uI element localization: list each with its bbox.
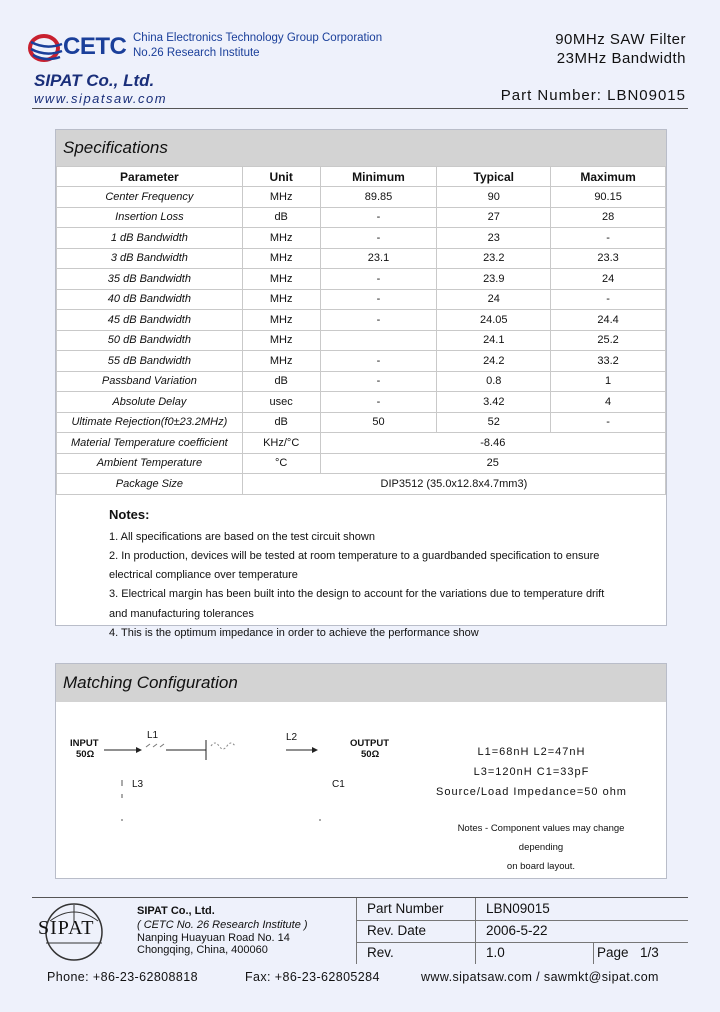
unit-cell: MHz [242, 248, 320, 269]
page-label: Page [597, 945, 629, 960]
rev-value: 1.0 [486, 945, 505, 960]
company-website: www.sipatsaw.com [34, 91, 168, 106]
min-cell: 23.1 [320, 248, 437, 269]
spec-row [57, 392, 666, 413]
min-cell [320, 330, 437, 351]
col-unit: Unit [242, 167, 320, 187]
typ-cell: 52 [437, 412, 551, 433]
min-cell: 50 [320, 412, 437, 433]
param-cell: 35 dB Bandwidth [57, 269, 243, 290]
input-label: INPUT [70, 738, 99, 749]
note-line: and manufacturing tolerances [109, 607, 254, 620]
footer-box [28, 898, 688, 964]
min-cell: - [320, 371, 437, 392]
param-cell: Absolute Delay [57, 392, 243, 413]
spec-row [57, 207, 666, 228]
product-bandwidth: 23MHz Bandwidth [556, 50, 686, 67]
unit-cell: MHz [242, 310, 320, 331]
spec-row [57, 269, 666, 290]
max-cell: 4 [551, 392, 666, 413]
footer-company: SIPAT Co., Ltd. [137, 905, 215, 917]
max-cell: - [551, 228, 666, 249]
param-cell: 55 dB Bandwidth [57, 351, 243, 372]
org-institute: No.26 Research Institute [133, 47, 260, 59]
min-cell: 89.85 [320, 187, 437, 208]
rev-label: Rev. [367, 945, 394, 960]
min-cell: - [320, 351, 437, 372]
min-cell: - [320, 310, 437, 331]
unit-cell: dB [242, 371, 320, 392]
spec-row [57, 248, 666, 269]
spec-row [57, 330, 666, 351]
input-impedance: 50Ω [76, 749, 95, 760]
part-number-value: LBN09015 [486, 901, 550, 916]
param-cell: 45 dB Bandwidth [57, 310, 243, 331]
typ-cell: 23 [437, 228, 551, 249]
matching-note-line: on board layout. [506, 861, 576, 872]
footer-web-email: www.sipatsaw.com / sawmkt@sipat.com [421, 970, 659, 984]
notes-title: Notes: [109, 506, 150, 522]
matching-circuit [56, 702, 666, 872]
unit-cell: MHz [242, 228, 320, 249]
max-cell: 24 [551, 269, 666, 290]
typ-cell: 23.9 [437, 269, 551, 290]
note-line: 3. Electrical margin has been built into the design to account for the variations due to temperature drift [109, 588, 605, 601]
param-cell: 1 dB Bandwidth [57, 228, 243, 249]
max-cell: 23.3 [551, 248, 666, 269]
unit-cell: KHz/°C [242, 433, 320, 454]
product-title: 90MHz SAW Filter [555, 31, 686, 48]
max-cell: 28 [551, 207, 666, 228]
col-minimum: Minimum [320, 167, 437, 187]
min-cell: - [320, 228, 437, 249]
unit-cell: MHz [242, 330, 320, 351]
typ-cell: 24.2 [437, 351, 551, 372]
sipat-logo-text: SIPAT [38, 917, 95, 939]
rev-date-label: Rev. Date [367, 923, 427, 938]
typ-cell: 27 [437, 207, 551, 228]
footer-subtitle: ( CETC No. 26 Research Institute ) [137, 919, 308, 931]
l2-label: L2 [286, 732, 298, 743]
typ-cell: 90 [437, 187, 551, 208]
c1-label: C1 [332, 779, 345, 790]
note-line: 4. This is the optimum impedance in order to achieve the performance show [109, 626, 479, 639]
spec-row [57, 433, 666, 454]
notes-block [56, 495, 666, 644]
col-maximum: Maximum [551, 167, 666, 187]
min-cell: - [320, 207, 437, 228]
matching-note-line: Notes - Component values may change depending [457, 823, 625, 853]
rev-date-value: 2006-5-22 [486, 923, 548, 938]
spec-header-row [57, 167, 666, 187]
spec-row [57, 187, 666, 208]
unit-cell: MHz [242, 351, 320, 372]
note-line: 1. All specifications are based on the test circuit shown [109, 530, 375, 543]
component-values [436, 742, 627, 802]
param-cell: Ultimate Rejection(f0±23.2MHz) [57, 412, 243, 433]
value-line: L1=68nH L2=47nH [477, 746, 586, 758]
l3-label: L3 [132, 779, 144, 790]
matching-note [436, 819, 646, 876]
col-parameter: Parameter [57, 167, 243, 187]
note-line: electrical compliance over temperature [109, 569, 298, 582]
specifications-panel [55, 129, 667, 639]
spec-row [57, 412, 666, 433]
typ-cell: 0.8 [437, 371, 551, 392]
org-name: China Electronics Technology Group Corporation [133, 32, 383, 44]
l1-label: L1 [147, 730, 159, 741]
unit-cell: MHz [242, 187, 320, 208]
spec-row [57, 453, 666, 474]
part-number-label: Part Number [367, 901, 444, 916]
typ-cell: 23.2 [437, 248, 551, 269]
min-cell: - [320, 289, 437, 310]
specifications-title: Specifications [56, 130, 666, 166]
matching-title: Matching Configuration [56, 664, 666, 702]
param-cell: 3 dB Bandwidth [57, 248, 243, 269]
typ-cell: 24.1 [437, 330, 551, 351]
typ-cell: 24.05 [437, 310, 551, 331]
unit-cell: MHz [242, 289, 320, 310]
param-cell: 40 dB Bandwidth [57, 289, 243, 310]
unit-cell: MHz [242, 269, 320, 290]
param-cell: Center Frequency [57, 187, 243, 208]
page-value: 1/3 [640, 945, 659, 960]
param-cell: Material Temperature coefficient [57, 433, 243, 454]
value-cell: -8.46 [320, 433, 665, 454]
unit-cell: dB [242, 412, 320, 433]
max-cell: 90.15 [551, 187, 666, 208]
unit-cell: dB [242, 207, 320, 228]
max-cell: 1 [551, 371, 666, 392]
max-cell: 25.2 [551, 330, 666, 351]
value-line: L3=120nH C1=33pF [473, 766, 590, 778]
param-cell: Insertion Loss [57, 207, 243, 228]
unit-cell: usec [242, 392, 320, 413]
spec-row [57, 371, 666, 392]
spec-row [57, 289, 666, 310]
max-cell: 33.2 [551, 351, 666, 372]
footer-phone: Phone: +86-23-62808818 [47, 970, 198, 984]
cetc-logo-text: CETC [63, 33, 127, 60]
spec-row [57, 310, 666, 331]
footer-address-line2: Chongqing, China, 400060 [137, 944, 268, 956]
unit-cell: °C [242, 453, 320, 474]
header-divider [32, 108, 688, 109]
spec-row [57, 228, 666, 249]
max-cell: 24.4 [551, 310, 666, 331]
typ-cell: 3.42 [437, 392, 551, 413]
spec-table [56, 166, 666, 495]
min-cell: - [320, 392, 437, 413]
col-typical: Typical [437, 167, 551, 187]
footer-address-line1: Nanping Huayuan Road No. 14 [137, 932, 290, 944]
param-cell: Ambient Temperature [57, 453, 243, 474]
output-impedance: 50Ω [361, 749, 380, 760]
footer-fax: Fax: +86-23-62805284 [245, 970, 380, 984]
typ-cell: 24 [437, 289, 551, 310]
circuit-diagram [56, 702, 396, 840]
spec-row [57, 351, 666, 372]
part-number-header: Part Number: LBN09015 [500, 87, 686, 104]
note-line: 2. In production, devices will be tested at room temperature to a guardbanded specification to ensure [109, 549, 600, 562]
max-cell: - [551, 289, 666, 310]
matching-panel [55, 663, 667, 879]
param-cell: Package Size [57, 474, 243, 495]
param-cell: 50 dB Bandwidth [57, 330, 243, 351]
spec-row [57, 474, 666, 495]
company-name: SIPAT Co., Ltd. [34, 71, 155, 90]
value-cell: DIP3512 (35.0x12.8x4.7mm3) [242, 474, 665, 495]
min-cell: - [320, 269, 437, 290]
max-cell: - [551, 412, 666, 433]
output-label: OUTPUT [350, 738, 390, 749]
param-cell: Passband Variation [57, 371, 243, 392]
value-line: Source/Load Impedance=50 ohm [436, 786, 627, 798]
value-cell: 25 [320, 453, 665, 474]
